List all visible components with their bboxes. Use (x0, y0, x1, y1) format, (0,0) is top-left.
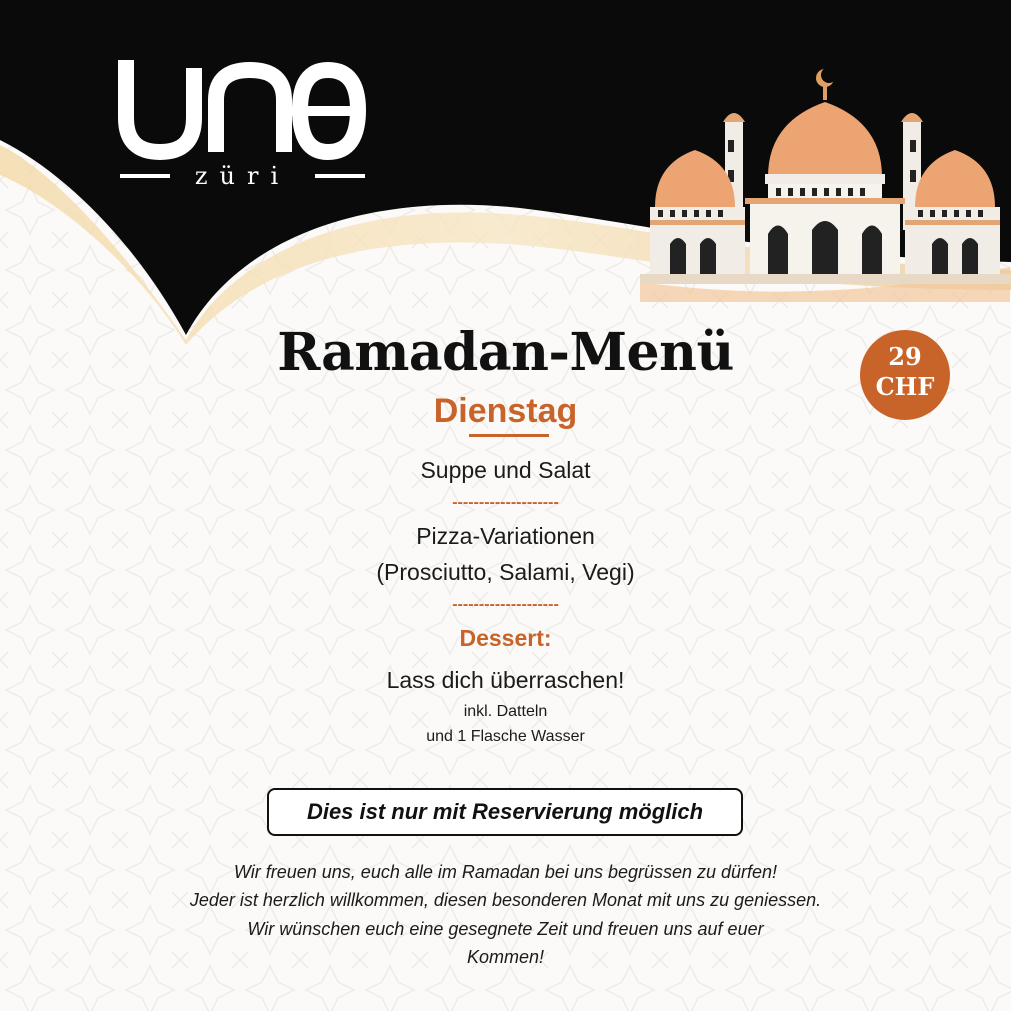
logo-subtitle (120, 160, 365, 192)
course-2-line-2: (Prosciutto, Salami, Vegi) (376, 559, 635, 585)
crescent-icon (816, 67, 837, 100)
course-1: Suppe und Salat (420, 457, 591, 483)
price-currency: CHF (875, 372, 935, 401)
menu-title: Ramadan-Menü (277, 322, 734, 383)
extra-line-2: und 1 Flasche Wasser (426, 728, 585, 745)
mosque-illustration (640, 62, 1010, 302)
logo-sub-text: züri (194, 162, 291, 190)
price-amount: 29 (888, 342, 922, 371)
separator-2: -------------------- (452, 596, 559, 613)
closing-line-1: Wir freuen uns, euch alle im Ramadan bei uns begrüssen zu dürfen! (233, 862, 778, 882)
dessert-text: Lass dich überraschen! (386, 667, 625, 693)
closing-line-2: Jeder ist herzlich willkommen, diesen besonderen Monat mit uns zu geniessen. (189, 890, 822, 910)
closing-line-4: Kommen! (466, 947, 545, 967)
separator-1: -------------------- (452, 494, 559, 511)
uno-logo (118, 60, 368, 160)
course-2-line-1: Pizza-Variationen (416, 523, 595, 549)
menu-day: Dienstag (433, 392, 578, 430)
day-underline (469, 434, 549, 437)
extra-line-1: inkl. Datteln (463, 703, 548, 720)
dessert-heading: Dessert: (459, 625, 552, 651)
price-badge (860, 330, 950, 420)
closing-line-3: Wir wünschen euch eine gesegnete Zeit und freuen uns auf euer (247, 919, 764, 939)
reservation-notice: Dies ist nur mit Reservierung möglich (267, 788, 743, 836)
